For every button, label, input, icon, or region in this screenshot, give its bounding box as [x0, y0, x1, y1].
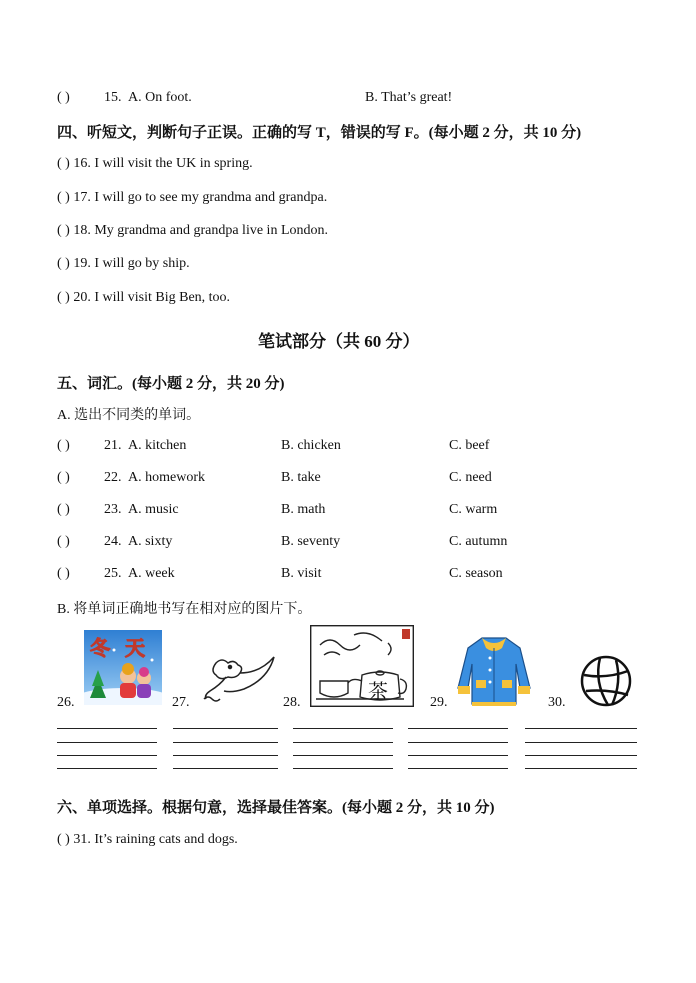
item-number: 24. — [104, 534, 122, 549]
option-a: A. week — [128, 566, 175, 581]
tea-picture-icon — [310, 625, 414, 707]
answer-blank[interactable]: ( ) — [57, 832, 70, 847]
statement-text: 18. My grandma and grandpa live in London. — [73, 223, 328, 238]
wind-picture-icon — [196, 655, 276, 705]
option-b: B. visit — [281, 566, 322, 581]
option-a: A. sixty — [128, 534, 173, 549]
section-5-heading: 五、词汇。(每小题 2 分，共 20 分) — [57, 376, 285, 392]
part-a-instruction: A. 选出不同类的单词。 — [57, 408, 201, 423]
answer-blank[interactable]: ( ) — [57, 90, 70, 105]
option-c: C. warm — [449, 502, 498, 517]
picture-number: 30. — [548, 695, 566, 710]
item-number: 21. — [104, 438, 122, 453]
option-c: C. season — [449, 566, 503, 581]
statement-text: 20. I will visit Big Ben, too. — [73, 290, 231, 305]
option-a: A. homework — [128, 470, 205, 485]
list-item — [57, 290, 230, 306]
option-c: C. autumn — [449, 534, 508, 549]
option-c: C. beef — [449, 438, 490, 453]
answer-blank[interactable]: ( ) — [57, 190, 70, 205]
coat-picture-icon — [456, 632, 532, 708]
item-number: 22. — [104, 470, 122, 485]
picture-number: 29. — [430, 695, 448, 710]
table-row — [57, 470, 70, 486]
answer-blank[interactable]: ( ) — [57, 290, 70, 305]
statement-text: 19. I will go by ship. — [73, 256, 190, 271]
picture-number: 26. — [57, 695, 75, 710]
answer-blank[interactable]: ( ) — [57, 438, 70, 453]
question-31 — [57, 832, 238, 848]
written-part-title: 笔试部分（共 60 分） — [258, 332, 420, 351]
option-b: B. chicken — [281, 438, 341, 453]
answer-blank[interactable]: ( ) — [57, 156, 70, 171]
option-c: C. need — [449, 470, 492, 485]
answer-blank[interactable]: ( ) — [57, 502, 70, 517]
q15-option-a: A. On foot. — [128, 90, 192, 105]
item-number: 23. — [104, 502, 122, 517]
option-a: A. kitchen — [128, 438, 187, 453]
winter-picture-icon — [84, 630, 162, 705]
option-b: B. seventy — [281, 534, 341, 549]
table-row — [57, 502, 70, 518]
option-b: B. math — [281, 502, 326, 517]
option-b: B. take — [281, 470, 321, 485]
answer-blank[interactable]: ( ) — [57, 566, 70, 581]
answer-blank[interactable]: ( ) — [57, 223, 70, 238]
picture-caption: 冬 天 — [90, 636, 149, 660]
table-row — [57, 438, 70, 454]
answer-blank[interactable]: ( ) — [57, 256, 70, 271]
section-4-heading: 四、听短文，判断句子正误。正确的写 T，错误的写 F。(每小题 2 分，共 10 分) — [57, 125, 582, 141]
section-6-heading: 六、单项选择。根据句意，选择最佳答案。(每小题 2 分，共 10 分) — [57, 800, 495, 816]
question-text: 31. It’s raining cats and dogs. — [73, 832, 238, 847]
picture-caption: 茶 — [368, 679, 388, 703]
statement-text: 17. I will go to see my grandma and grandpa. — [73, 190, 328, 205]
statement-text: 16. I will visit the UK in spring. — [73, 156, 253, 171]
list-item — [57, 223, 328, 239]
list-item — [57, 190, 327, 206]
question-15 — [57, 90, 70, 106]
q15-number: 15. — [104, 90, 122, 105]
answer-blank[interactable]: ( ) — [57, 534, 70, 549]
table-row — [57, 534, 70, 550]
list-item — [57, 256, 190, 272]
item-number: 25. — [104, 566, 122, 581]
list-item — [57, 156, 253, 172]
table-row — [57, 566, 70, 582]
q15-option-b: B. That’s great! — [365, 90, 453, 105]
ball-picture-icon — [580, 655, 632, 707]
picture-number: 27. — [172, 695, 190, 710]
answer-blank[interactable]: ( ) — [57, 470, 70, 485]
picture-number: 28. — [283, 695, 301, 710]
option-a: A. music — [128, 502, 179, 517]
part-b-instruction: B. 将单词正确地书写在相对应的图片下。 — [57, 602, 312, 617]
